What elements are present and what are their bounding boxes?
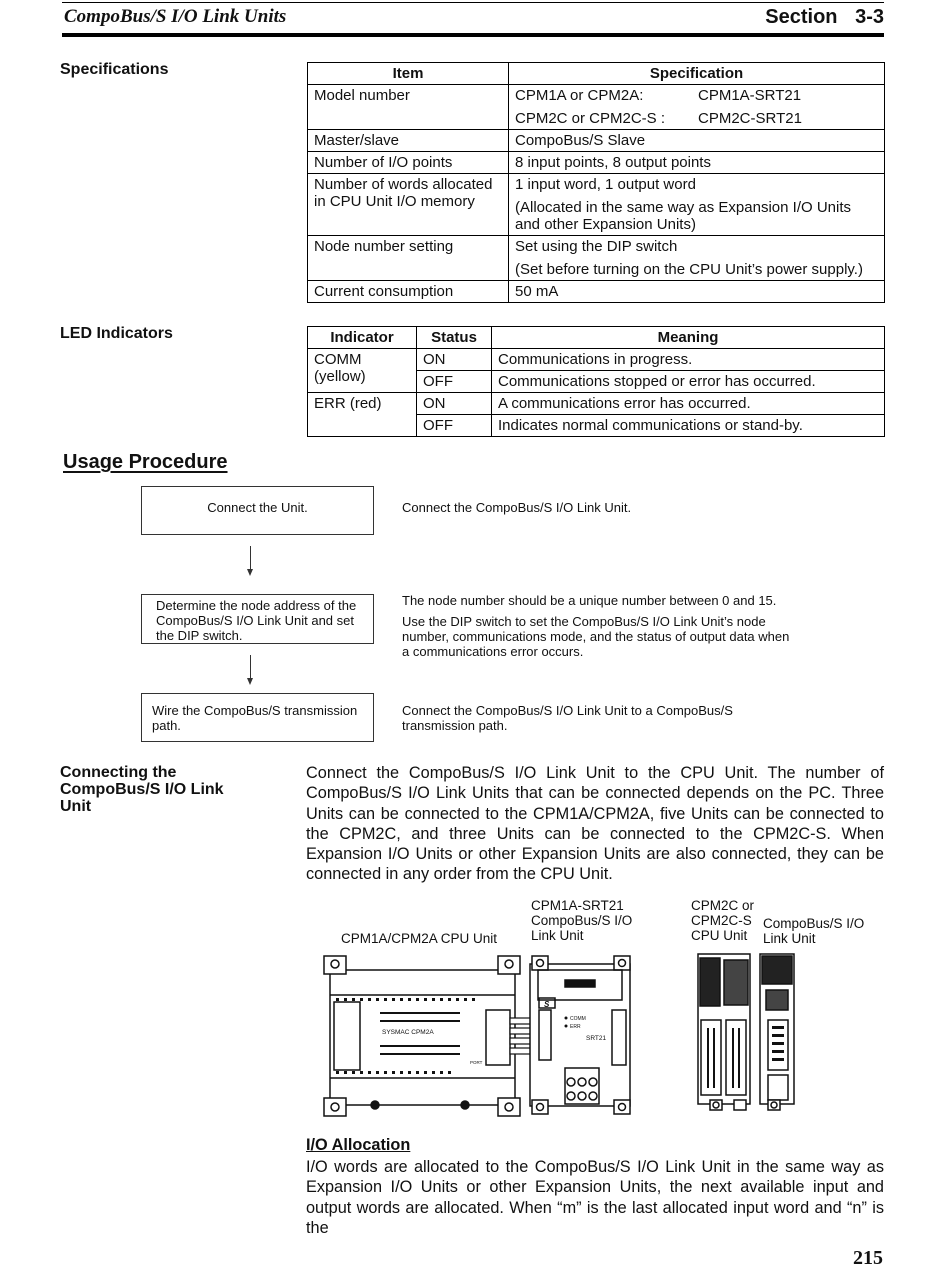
procedure-step-description: Connect the CompoBus/S I/O Link Unit. xyxy=(402,500,632,515)
io-allocation-title: I/O Allocation xyxy=(306,1136,411,1154)
flow-arrow-line xyxy=(250,546,251,570)
cpu-unit-label: CPM1A/CPM2A CPU Unit xyxy=(341,931,498,946)
led-status: OFF xyxy=(417,371,492,393)
model-value: CPM2C-SRT21 xyxy=(698,110,802,127)
spec-line: 1 input word, 1 output word xyxy=(515,176,696,193)
table-header-row xyxy=(308,63,885,85)
spec-value xyxy=(509,85,885,130)
spec-item: Current consumption xyxy=(308,281,509,303)
table-row xyxy=(308,85,885,130)
srt-model-label: SRT21 xyxy=(586,1035,607,1042)
link-unit-label: CompoBus/S I/O Link Unit xyxy=(763,916,865,946)
led-heading: LED Indicators xyxy=(60,325,173,342)
spec-value: 50 mA xyxy=(509,281,885,303)
spec-line: (Set before turning on the CPU Unit’s power supply.) xyxy=(515,261,863,278)
led-table xyxy=(307,326,885,437)
led-status: ON xyxy=(417,393,492,415)
column-header: Specification xyxy=(509,63,885,85)
column-header: Meaning xyxy=(492,327,885,349)
cpu-model-text: SYSMAC CPM2A xyxy=(382,1029,434,1036)
srt-comm-label: COMM xyxy=(570,1016,586,1022)
spec-value: 8 input points, 8 output points xyxy=(509,152,885,174)
procedure-step-description: Connect the CompoBus/S I/O Link Unit to a CompoBus/S transmission path. xyxy=(402,703,733,733)
led-meaning: A communications error has occurred. xyxy=(492,393,885,415)
srt21-unit-drawing xyxy=(530,956,630,1114)
cpm2a-cpu-unit-drawing xyxy=(324,956,520,1116)
procedure-step-box: Connect the Unit. xyxy=(141,486,374,535)
cpm2c-unit-label: CPM2C or CPM2C-S CPU Unit xyxy=(691,898,755,943)
cpu-port-text: PORT xyxy=(470,1060,483,1065)
specifications-heading: Specifications xyxy=(60,61,169,78)
procedure-step-box: Wire the CompoBus/S transmission path. xyxy=(141,693,374,742)
procedure-step-box: Determine the node address of the CompoBus/S I/O Link Unit and set the DIP switch. xyxy=(141,594,374,644)
table-row xyxy=(308,152,885,174)
flow-arrow-line xyxy=(250,655,251,679)
table-row xyxy=(308,393,885,415)
cpm2c-cpu-unit-drawing xyxy=(698,954,750,1110)
led-indicator: COMM (yellow) xyxy=(308,349,417,393)
flow-arrow-head xyxy=(247,678,253,685)
model-label: CPM2C or CPM2C-S : xyxy=(515,110,666,127)
column-header: Item xyxy=(308,63,509,85)
cpm2c-link-unit-drawing xyxy=(760,954,794,1110)
comm-led-icon xyxy=(565,1017,568,1020)
section-label xyxy=(765,6,884,29)
table-row xyxy=(308,281,885,303)
running-title: CompoBus/S I/O Link Units xyxy=(64,6,287,27)
led-status: OFF xyxy=(417,415,492,437)
column-header: Status xyxy=(417,327,492,349)
table-header-row xyxy=(308,327,885,349)
spec-line: Set using the DIP switch xyxy=(515,238,678,255)
connecting-heading: Connecting the CompoBus/S I/O Link Unit xyxy=(60,764,224,815)
err-led-icon xyxy=(565,1025,568,1028)
srt-badge: S xyxy=(544,1000,550,1009)
spec-value: CompoBus/S Slave xyxy=(509,130,885,152)
section-word: Section xyxy=(765,6,838,28)
header-rule xyxy=(62,33,884,37)
table-row xyxy=(308,349,885,371)
led-indicator: ERR (red) xyxy=(308,393,417,437)
flow-arrow-head xyxy=(247,569,253,576)
srt-unit-label: CPM1A-SRT21 CompoBus/S I/O Link Unit xyxy=(531,898,633,943)
model-value: CPM1A-SRT21 xyxy=(698,87,802,104)
spec-item: Number of I/O points xyxy=(308,152,509,174)
led-meaning: Communications stopped or error has occurred. xyxy=(492,371,885,393)
table-row xyxy=(308,236,885,281)
io-allocation-paragraph: I/O words are allocated to the CompoBus/S I/O Link Unit in the same way as Expansion I/O Units or other Expansion Units, the next available input and output words are allocated. When “m” is the last allocated input word and “n” is the xyxy=(306,1158,884,1237)
srt-err-label: ERR xyxy=(570,1024,581,1030)
spec-item: Node number setting xyxy=(308,236,509,281)
table-row xyxy=(308,174,885,236)
table-row xyxy=(308,130,885,152)
usage-procedure-title: Usage Procedure xyxy=(63,451,228,473)
spec-value xyxy=(509,236,885,281)
led-meaning: Communications in progress. xyxy=(492,349,885,371)
procedure-step-description: The node number should be a unique number between 0 and 15. xyxy=(402,593,777,608)
page-number: 215 xyxy=(853,1247,883,1269)
led-meaning: Indicates normal communications or stand-by. xyxy=(492,415,885,437)
header-top-rule xyxy=(62,2,884,3)
led-status: ON xyxy=(417,349,492,371)
model-label: CPM1A or CPM2A: xyxy=(515,87,644,104)
specifications-table xyxy=(307,62,885,303)
spec-item: Master/slave xyxy=(308,130,509,152)
spec-item: Model number xyxy=(308,85,509,130)
column-header: Indicator xyxy=(308,327,417,349)
spec-value xyxy=(509,174,885,236)
section-number: 3-3 xyxy=(855,6,884,28)
connecting-paragraph: Connect the CompoBus/S I/O Link Unit to the CPU Unit. The number of CompoBus/S I/O Link Units that can be connected depends on the PC. Three Units can be connected to the CPM1A/CPM2A, five Units can be connected to the CPM2C, and three Units can be connected to the CPM2C-S. When Expansion I/O Units or other Expansion Units are also connected, they can be connected in any order from the CPU Unit. xyxy=(306,764,884,884)
spec-item: Number of words allocated in CPU Unit I/O memory xyxy=(308,174,509,236)
spec-line: (Allocated in the same way as Expansion I/O Units and other Expansion Units) xyxy=(515,199,851,233)
units-illustration xyxy=(320,950,810,1120)
procedure-step-description: Use the DIP switch to set the CompoBus/S I/O Link Unit’s node number, communications mode, and the status of output data when a communications error occurs. xyxy=(402,614,790,659)
